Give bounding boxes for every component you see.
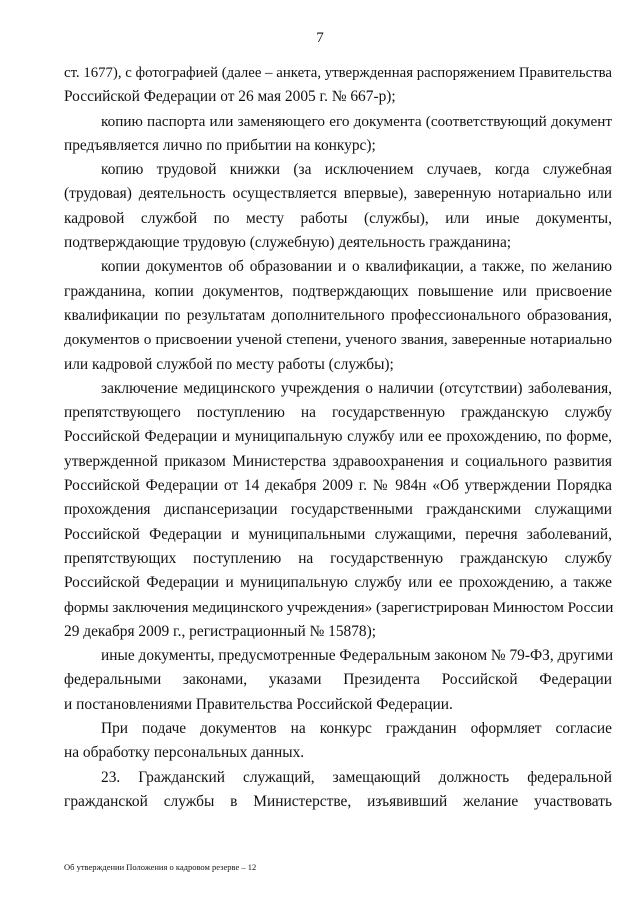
page-number: 7 bbox=[316, 30, 324, 46]
text-line: (трудовая) деятельность осуществляется впервые), заверенную нотариально или bbox=[64, 185, 612, 203]
text-line: федеральными законами, указами Президента Российской Федерации bbox=[64, 671, 612, 689]
text-line: квалификации по результатам дополнительного профессионального образования, bbox=[64, 306, 612, 324]
text-line: предъявляется лично по прибытии на конкурс); bbox=[64, 136, 376, 154]
text-line: формы заключения медицинского учреждения» (зарегистрирован Минюстом России bbox=[64, 598, 614, 616]
text-line: прохождения диспансеризации государственными гражданскими служащими bbox=[64, 501, 612, 519]
text-line: кадровой службой по месту работы (службы), или иные документы, bbox=[64, 209, 612, 227]
text-line: копию паспорта или заменяющего его документа (соответствующий документ bbox=[101, 112, 612, 130]
text-line: препятствующих поступлению на государственную гражданскую службу bbox=[64, 549, 612, 567]
text-line: копию трудовой книжки (за исключением случаев, когда служебная bbox=[101, 161, 612, 179]
text-line: и постановлениями Правительства Российской Федерации. bbox=[64, 695, 453, 713]
text-line: При подаче документов на конкурс гражданин оформляет согласие bbox=[101, 720, 612, 738]
text-line: заключение медицинского учреждения о наличии (отсутствии) заболевания, bbox=[101, 379, 612, 397]
text-line: Российской Федерации и муниципальными служащими, перечня заболеваний, bbox=[64, 525, 612, 543]
text-line: 23. Гражданский служащий, замещающий должность федеральной bbox=[101, 768, 612, 786]
text-line: ст. 1677), с фотографией (далее – анкета, утвержденная распоряжением Правительства bbox=[64, 65, 612, 81]
text-line: Российской Федерации и муниципальную службу или ее прохождению, по форме, bbox=[64, 428, 612, 446]
text-line: 29 декабря 2009 г., регистрационный № 15878); bbox=[64, 622, 376, 640]
text-line: утвержденной приказом Министерства здравоохранения и социального развития bbox=[64, 452, 612, 470]
text-line: Российской Федерации от 14 декабря 2009 г. № 984н «Об утверждении Порядка bbox=[64, 477, 612, 495]
text-line: иные документы, предусмотренные Федеральным законом № 79-ФЗ, другими bbox=[101, 647, 614, 665]
text-line: копии документов об образовании и о квалификации, а также, по желанию bbox=[101, 258, 612, 276]
text-line: Российской Федерации и муниципальную службу или ее прохождению, а также bbox=[64, 574, 612, 592]
text-line: препятствующего поступлению на государственную гражданскую службу bbox=[64, 404, 612, 422]
text-line: документов о присвоении ученой степени, ученого звания, заверенные нотариально bbox=[64, 331, 612, 349]
text-line: Российской Федерации от 26 мая 2005 г. № 667-р); bbox=[64, 88, 396, 106]
footer-text: Об утверждении Положения о кадровом резерве – 12 bbox=[64, 862, 257, 872]
text-line: гражданской службы в Министерстве, изъявивший желание участвовать bbox=[64, 792, 612, 810]
body-text bbox=[64, 61, 612, 814]
text-line: подтверждающие трудовую (служебную) деятельность гражданина; bbox=[64, 234, 512, 252]
text-line: или кадровой службой по месту работы (службы); bbox=[64, 355, 394, 373]
text-line: гражданина, копии документов, подтверждающих повышение или присвоение bbox=[64, 282, 612, 300]
text-line: на обработку персональных данных. bbox=[64, 744, 305, 762]
